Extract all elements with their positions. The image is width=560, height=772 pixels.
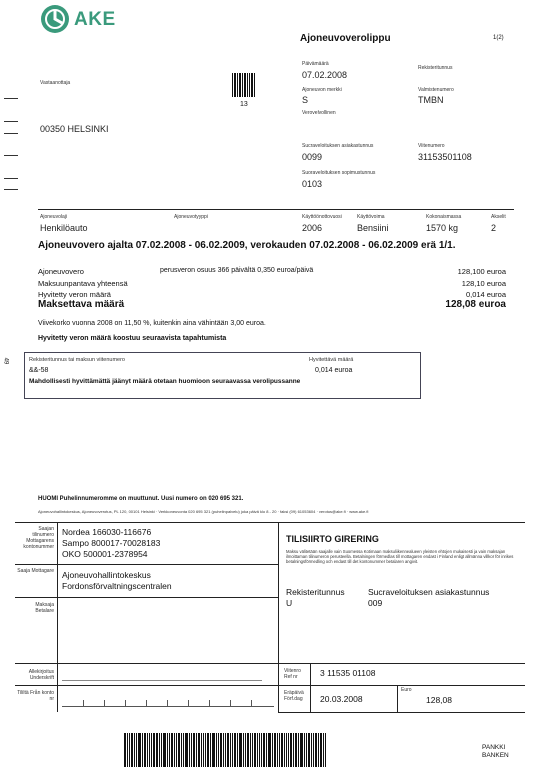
routing-code: 13 [240, 101, 248, 108]
total-label: Maksettava määrä [38, 299, 125, 310]
margin-tick [4, 133, 18, 134]
barcode-bar [230, 733, 231, 767]
barcode-bar [286, 733, 287, 767]
due-date-label: Eräpäivä Förf.dag [284, 690, 304, 702]
giro-registration-value: U [286, 598, 293, 608]
agreement-label: Suoraveloituksen sopimustunnus [302, 170, 376, 176]
taxpayer-label: Verovelvollinen [302, 110, 336, 116]
routing-barcode [232, 73, 255, 97]
margin-tick [4, 189, 18, 190]
barcode-bar [201, 733, 202, 767]
tax-row-label: Maksuunpantava yhteensä [38, 279, 128, 288]
barcode-bar [176, 733, 177, 767]
barcode-bar [212, 733, 215, 767]
vehicle-class-label: Ajoneuvolaji [40, 214, 67, 220]
barcode-bar [142, 733, 143, 767]
barcode-bar [266, 733, 267, 767]
barcode-bar [290, 733, 292, 767]
vin-label: Valmistenumero [418, 87, 454, 93]
giro-rule [310, 663, 311, 712]
barcode-bar [259, 733, 260, 767]
from-account-boxes [62, 696, 274, 707]
vehicle-class-value: Henkilöauto [40, 223, 88, 233]
credit-code: &&-58 [29, 367, 49, 374]
barcode-bar [234, 733, 236, 767]
barcode-bar [193, 733, 195, 767]
tax-row [38, 267, 506, 278]
barcode-bar [203, 733, 204, 767]
barcode-bar [183, 733, 184, 767]
registration-label: Rekisteritunnus [418, 65, 453, 71]
giro-customer-value: 009 [368, 598, 383, 608]
barcode-bar [252, 733, 253, 767]
barcode-bar [268, 733, 271, 767]
bank-label-line: BANKEN [482, 752, 509, 759]
barcode-bar [171, 733, 173, 767]
bank-label [482, 744, 509, 760]
ake-logo-mark [40, 4, 70, 34]
reference-number: 3 11535 01108 [320, 668, 376, 678]
margin-tick [4, 178, 18, 179]
payee-line: Fordonsförvaltningscentralen [62, 581, 172, 591]
barcode-bar [300, 733, 303, 767]
barcode-bar [274, 733, 276, 767]
recipient-label: Vastaanottaja [40, 80, 71, 86]
barcode-bar [131, 733, 133, 767]
barcode-bar [304, 733, 305, 767]
tax-row-desc: perusveron osuus 366 päivältä 0,350 euroa/päivä [160, 267, 314, 274]
barcode-bar [124, 733, 126, 767]
barcode-bar [134, 733, 135, 767]
document-title: Ajoneuvoverolippu [300, 33, 391, 44]
tax-row-amount: 128,10 euroa [461, 279, 506, 288]
barcode-bar [169, 733, 170, 767]
fuel-label: Käyttövoima [357, 214, 385, 220]
barcode-bar [189, 733, 190, 767]
barcode-bar [127, 733, 128, 767]
credit-note-text: Mahdollisesti hyvittämättä jäänyt määrä otetaan huomioon seuraavassa verolipussanne [29, 378, 301, 385]
barcode-bar [223, 733, 224, 767]
first-use-label: Käyttöönottovuosi [302, 214, 342, 220]
giro-form [0, 522, 560, 722]
date-label: Päivämäärä [302, 61, 329, 67]
giro-title: TILISIIRTO GIRERING [286, 534, 379, 544]
barcode-bar [308, 733, 310, 767]
barcode-bar [198, 733, 200, 767]
credit-col2-label: Hyvitettävä määrä [309, 357, 354, 363]
euro-amount: 128,08 [426, 695, 452, 705]
payer-label: Maksaja Betalare [35, 602, 54, 614]
barcode-bar [298, 733, 299, 767]
giro-rule [15, 685, 525, 686]
footer-contact: Ajoneuvohallintokeskus, Ajoneuvoverotus, PL 120, 00101 Helsinki · Verkkoneuvonta 020 695 321 (puhelinpalvelu) joka päivä klo 8 - 20 · faksi (09) 61053604 · verotus@ake.fi · www.ake.fi [38, 509, 369, 514]
barcode-bar [147, 733, 148, 767]
barcode-bar [257, 733, 258, 767]
date-value: 07.02.2008 [302, 70, 348, 80]
barcode-bar [247, 733, 249, 767]
tax-row [38, 279, 506, 290]
giro-rule [15, 597, 278, 598]
barcode-bar [323, 733, 324, 767]
tax-row-label: Hyvitetty veron määrä [38, 290, 111, 299]
barcode-bar [318, 733, 319, 767]
barcode-bar [149, 733, 150, 767]
signature-line [62, 680, 262, 681]
barcode-bar [210, 733, 211, 767]
barcode-bar [185, 733, 188, 767]
mass-label: Kokonaismassa [426, 214, 462, 220]
barcode-bar [261, 733, 262, 767]
signature-label: Allekirjoitus Underskrift [28, 669, 54, 681]
barcode-bar [129, 733, 130, 767]
barcode-bar [325, 733, 326, 767]
payee-label: Saaja Mottagare [17, 568, 54, 574]
barcode-bar [163, 733, 166, 767]
barcode-bar [311, 733, 312, 767]
total-row [38, 299, 506, 313]
tax-row-amount: 128,100 euroa [457, 267, 506, 276]
barcode-bar [254, 733, 256, 767]
recipient-city: 00350 HELSINKI [40, 124, 109, 134]
make-value: S [302, 95, 309, 105]
reference-label: Viitenumero [418, 143, 445, 149]
barcode-bar [263, 733, 265, 767]
giro-info: Maksu välitetään saajalle vain Suomessa Kotimaan maksuliikennealueen yleisten ehtojen mukaisesti ja vain maksajan ilmoittaman tilinumeron perusteella. Betalningen förmedlas till mottagaren endast i Finland enligt allmänna villkor för inrikes betalningsförmedling och endast till det kontonummer betalaren angivit. [286, 549, 514, 565]
giro-registration-label: Rekisteritunnus [286, 587, 345, 597]
barcode-bar [218, 733, 219, 767]
account-line: OKO 500001-2378954 [62, 549, 148, 559]
agreement-value: 0103 [302, 179, 323, 189]
credit-box [24, 352, 421, 399]
barcode-bar [151, 733, 152, 767]
barcode-bar [181, 733, 182, 767]
vehicle-top-rule [38, 209, 514, 210]
barcode-bar [313, 733, 314, 767]
barcode-bar [207, 733, 209, 767]
barcode-bar [320, 733, 322, 767]
barcode-bar [136, 733, 137, 767]
margin-tick [4, 155, 18, 156]
bank-label-line: PANKKI [482, 744, 506, 751]
fuel-value: Bensiini [357, 223, 389, 233]
barcode-bar [138, 733, 141, 767]
ake-logo-text: AKE [74, 9, 116, 30]
margin-tick [4, 98, 18, 99]
side-number: 49 [2, 357, 9, 365]
payee-line: Ajoneuvohallintokeskus [62, 570, 151, 580]
barcode-bar [220, 733, 222, 767]
vehicle-type-label: Ajoneuvotyyppi [174, 214, 208, 220]
make-label: Ajoneuvon merkki [302, 87, 342, 93]
tax-heading: Ajoneuvovero ajalta 07.02.2008 - 06.02.2009, verokauden 07.02.2008 - 06.02.2009 erä 1/1. [38, 240, 456, 251]
barcode-bar [174, 733, 175, 767]
giro-middle-rule [278, 522, 279, 712]
reference-value: 31153501108 [418, 152, 472, 162]
axles-label: Akselit [491, 214, 506, 220]
ake-logo [40, 4, 130, 34]
barcode-bar [161, 733, 162, 767]
giro-rule [397, 685, 398, 712]
barcode-bar [239, 733, 242, 767]
barcode-bar [196, 733, 197, 767]
axles-value: 2 [491, 223, 497, 233]
giro-customer-label: Sucraveloituksen asiakastunnus [368, 587, 490, 597]
account-label: Saajan tilinumero Mottagarens kontonummer [23, 526, 54, 550]
euro-label: Euro [401, 687, 412, 693]
barcode-bar [243, 733, 244, 767]
first-use-value: 2006 [302, 223, 323, 233]
footer-notice: HUOMI Puhelinnumeromme on muuttunut. Uusi numero on 020 695 321. [38, 496, 244, 502]
barcode-bar [216, 733, 217, 767]
barcode-bar [232, 733, 233, 767]
barcode-bar [245, 733, 246, 767]
barcode-bar [225, 733, 226, 767]
barcode-bar [191, 733, 192, 767]
barcode-bar [153, 733, 155, 767]
account-line: Nordea 166030-116676 [62, 527, 152, 537]
barcode-bar [250, 733, 251, 767]
barcode-bar [279, 733, 280, 767]
barcode-bar [315, 733, 317, 767]
page-number: 1(2) [493, 35, 504, 41]
credit-amount: 0,014 euroa [315, 367, 353, 374]
barcode-bar [288, 733, 289, 767]
barcode-bar [277, 733, 278, 767]
credit-col1-label: Rekisteritunnus tai maksun viitenumero [29, 357, 125, 363]
barcode-bar [156, 733, 158, 767]
giro-rule [15, 663, 525, 664]
barcode-bar [281, 733, 283, 767]
credit-note: Hyvitetty veron määrä koostuu seuraavista tapahtumista [38, 335, 227, 342]
barcode-bar [144, 733, 146, 767]
barcode-bar [205, 733, 206, 767]
customer-id-label: Sucraveloituksen asiakastunnus [302, 143, 374, 149]
barcode-bar [178, 733, 180, 767]
from-account-label: Tililtä Från konto nr [17, 690, 54, 702]
barcode-bar [159, 733, 160, 767]
barcode-bar [167, 733, 168, 767]
barcode-bar [237, 733, 238, 767]
barcode-bar [293, 733, 294, 767]
mass-value: 1570 kg [426, 223, 459, 233]
giro-rule [15, 564, 278, 565]
reference-number-label: Viitenro Ref nr [284, 668, 301, 680]
tax-row-amount: 0,014 euroa [465, 290, 506, 299]
barcode-bar [295, 733, 297, 767]
payment-barcode [124, 733, 326, 767]
barcode-bar [306, 733, 307, 767]
barcode-bar [284, 733, 285, 767]
giro-rule [278, 712, 525, 713]
giro-left-rule [57, 522, 58, 712]
giro-top-rule [15, 522, 525, 523]
margin-tick [4, 121, 18, 122]
vin-value: TMBN [418, 95, 444, 105]
customer-id-value: 0099 [302, 152, 323, 162]
barcode-bar [227, 733, 229, 767]
due-date: 20.03.2008 [320, 694, 363, 704]
tax-row-label: Ajoneuvovero [38, 267, 84, 276]
account-line: Sampo 800017-70028183 [62, 538, 161, 548]
total-amount: 128,08 euroa [445, 299, 506, 310]
interest-note: Viivekorko vuonna 2008 on 11,50 %, kuitenkin aina vähintään 3,00 euroa. [38, 320, 266, 327]
barcode-bar [272, 733, 273, 767]
